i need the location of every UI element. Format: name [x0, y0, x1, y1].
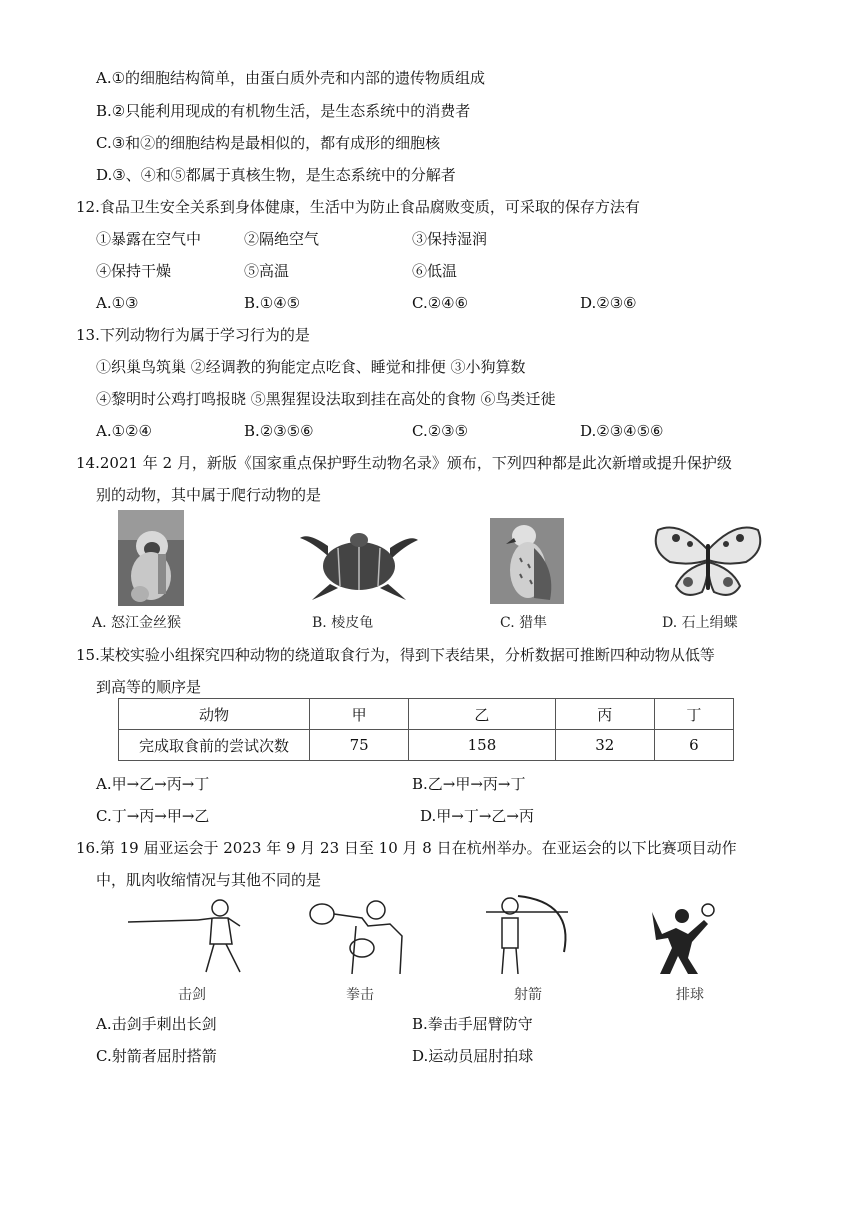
q14-caption-b: B. 棱皮龟	[312, 615, 374, 631]
q15-option-a: A.甲→乙→丙→丁	[96, 775, 210, 793]
q14-caption-d: D. 石上绢蝶	[662, 615, 738, 631]
table-cell: 丁	[654, 699, 733, 730]
q15-option-c: C.丁→丙→甲→乙	[96, 807, 210, 825]
archery-image	[478, 892, 580, 974]
table-cell: 158	[409, 730, 555, 761]
fencing-image	[128, 896, 258, 974]
q11-option-b: B.②只能利用现成的有机物生活，是生态系统中的消费者	[96, 102, 471, 120]
table-cell: 甲	[310, 699, 409, 730]
table-cell: 75	[310, 730, 409, 761]
q13-option-d: D.②③④⑤⑥	[580, 422, 664, 440]
q16-caption-volleyball: 排球	[676, 987, 704, 1003]
q12-item-5: ⑤高温	[244, 262, 290, 280]
q15-stem-line1: 15.某校实验小组探究四种动物的绕道取食行为，得到下表结果，分析数据可推断四种动物从低等	[76, 646, 715, 664]
q12-option-a: A.①③	[96, 294, 139, 312]
q13-items-line1: ①织巢鸟筑巢 ②经调教的狗能定点吃食、睡觉和排便 ③小狗算数	[96, 358, 526, 376]
q11-option-c: C.③和②的细胞结构是最相似的，都有成形的细胞核	[96, 134, 441, 152]
q13-option-c: C.②③⑤	[412, 422, 469, 440]
q13-option-a: A.①②④	[96, 422, 152, 440]
table-cell: 完成取食前的尝试次数	[119, 730, 310, 761]
q12-stem: 12.食品卫生安全关系到身体健康，生活中为防止食品腐败变质，可采取的保存方法有	[76, 198, 640, 216]
leatherback-turtle-image	[298, 528, 420, 602]
q12-option-b: B.①④⑤	[244, 294, 301, 312]
table-row	[119, 730, 734, 761]
q14-caption-a: A. 怒江金丝猴	[92, 615, 182, 631]
q16-option-b: B.拳击手屈臂防守	[412, 1015, 533, 1033]
saker-falcon-image	[490, 518, 564, 604]
q12-item-1: ①暴露在空气中	[96, 230, 202, 248]
table-cell: 动物	[119, 699, 310, 730]
q12-item-3: ③保持湿润	[412, 230, 488, 248]
q16-caption-archery: 射箭	[514, 987, 542, 1003]
q12-option-d: D.②③⑥	[580, 294, 637, 312]
q16-option-d: D.运动员屈肘拍球	[412, 1047, 534, 1065]
q13-stem: 13.下列动物行为属于学习行为的是	[76, 326, 310, 344]
table-cell: 乙	[409, 699, 555, 730]
boxing-image	[306, 896, 410, 974]
q15-stem-line2: 到高等的顺序是	[96, 678, 202, 696]
q15-option-b: B.乙→甲→丙→丁	[412, 775, 526, 793]
q16-option-c: C.射箭者屈肘搭箭	[96, 1047, 217, 1065]
butterfly-image	[650, 520, 766, 604]
q11-option-d: D.③、④和⑤都属于真核生物，是生态系统中的分解者	[96, 166, 456, 184]
q16-option-a: A.击剑手刺出长剑	[96, 1015, 217, 1033]
q11-option-a: A.①的细胞结构简单，由蛋白质外壳和内部的遗传物质组成	[96, 69, 486, 87]
q12-item-2: ②隔绝空气	[244, 230, 320, 248]
q14-stem-line1: 14.2021 年 2 月，新版《国家重点保护野生动物名录》颁布，下列四种都是此次新增或提升保护级	[76, 454, 732, 472]
q16-caption-boxing: 拳击	[346, 987, 374, 1003]
q16-caption-fencing: 击剑	[178, 987, 206, 1003]
q13-option-b: B.②③⑤⑥	[244, 422, 314, 440]
table-cell: 32	[555, 730, 654, 761]
table-header-row	[119, 699, 734, 730]
golden-monkey-image	[118, 510, 184, 606]
q12-item-6: ⑥低温	[412, 262, 458, 280]
q12-option-c: C.②④⑥	[412, 294, 469, 312]
q15-option-d: D.甲→丁→乙→丙	[420, 807, 534, 825]
table-cell: 丙	[555, 699, 654, 730]
q16-stem-line1: 16.第 19 届亚运会于 2023 年 9 月 23 日至 10 月 8 日在杭州举办。在亚运会的以下比赛项目动作	[76, 839, 737, 857]
q14-stem-line2: 别的动物，其中属于爬行动物的是	[96, 486, 322, 504]
q15-table	[118, 698, 734, 761]
table-cell: 6	[654, 730, 733, 761]
q12-item-4: ④保持干燥	[96, 262, 172, 280]
q14-caption-c: C. 猎隼	[500, 615, 548, 631]
q13-items-line2: ④黎明时公鸡打鸣报晓 ⑤黑猩猩设法取到挂在高处的食物 ⑥鸟类迁徙	[96, 390, 556, 408]
volleyball-image	[648, 898, 722, 974]
q16-stem-line2: 中，肌肉收缩情况与其他不同的是	[96, 871, 322, 889]
